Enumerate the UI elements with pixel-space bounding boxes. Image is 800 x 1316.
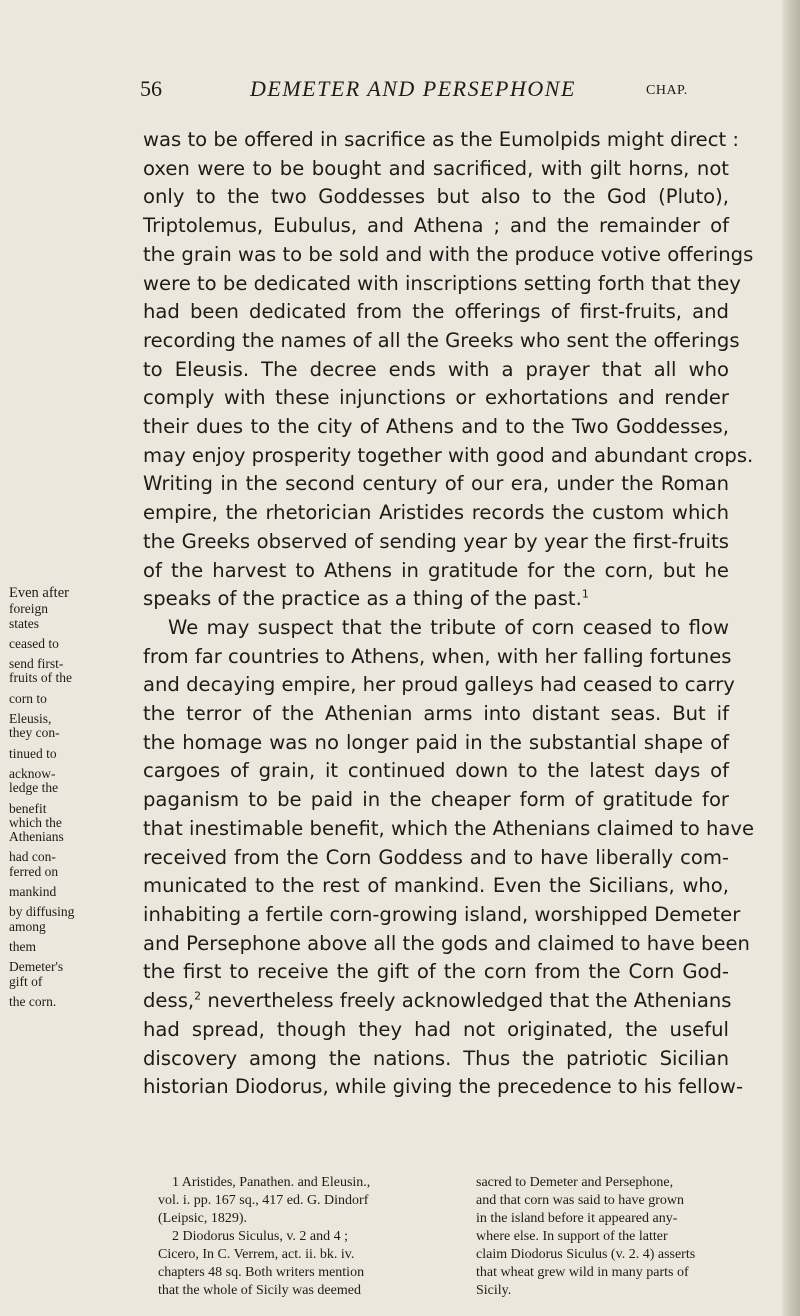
sidenote-line: ceased to: [9, 635, 59, 651]
body-line: discovery among the nations. Thus the patriotic Sicilian: [143, 1046, 729, 1070]
chapter-label: CHAP.: [646, 83, 688, 98]
body-line-text: nevertheless freely acknowledged that the Athenians: [201, 989, 732, 1013]
sidenote-line: Eleusis,: [9, 711, 52, 727]
sidenote-line: mankind: [9, 884, 57, 900]
footnote-line: vol. i. pp. 167 sq., 417 ed. G. Dindorf: [158, 1193, 369, 1208]
body-line: oxen were to be bought and sacrificed, with gilt horns, not: [143, 156, 729, 180]
sidenote-line: the corn.: [9, 993, 57, 1009]
sidenote-line: states: [9, 615, 39, 631]
body-line: of the harvest to Athens in gratitude for the corn, but he: [143, 558, 729, 582]
sidenote-line: gift of: [9, 973, 43, 989]
sidenote-line: foreign: [9, 601, 48, 617]
sidenote-line: they con-: [9, 725, 60, 741]
body-line: from far countries to Athens, when, with her falling fortunes: [143, 644, 732, 668]
sidenote-line: ferred on: [9, 863, 59, 879]
sidenote-line: among: [9, 918, 46, 934]
body-line: empire, the rhetorician Aristides records the custom which: [143, 501, 729, 525]
footnote-line: (Leipsic, 1829).: [158, 1211, 248, 1226]
footnote-line: that the whole of Sicily was deemed: [158, 1283, 361, 1298]
body-line: comply with these injunctions or exhortations and render: [143, 386, 729, 410]
marginal-sidenote: [9, 586, 95, 1009]
footnote-line: sacred to Demeter and Persephone,: [476, 1175, 674, 1190]
body-line: Writing in the second century of our era, under the Roman: [143, 472, 729, 496]
body-line: to Eleusis. The decree ends with a prayer that all who: [143, 357, 729, 381]
footnote-line: Cicero, In C. Verrem, act. ii. bk. iv.: [158, 1247, 355, 1262]
body-line: their dues to the city of Athens and to the Two Goddesses,: [143, 415, 729, 439]
sidenote-line: benefit: [9, 800, 47, 816]
footnote-line: Sicily.: [476, 1283, 512, 1298]
page-edge-shadow: [782, 0, 800, 1316]
body-line: had been dedicated from the offerings of first-fruits, and: [143, 300, 729, 324]
footnote-line: claim Diodorus Siculus (v. 2. 4) asserts: [476, 1247, 696, 1262]
body-line: the homage was no longer paid in the substantial shape of: [143, 730, 729, 754]
sidenote-line: send first-: [9, 656, 64, 672]
body-line-text: speaks of the practice as a thing of the past.: [143, 587, 582, 611]
sidenote-line: ledge the: [9, 780, 59, 796]
footnote-line: where else. In support of the latter: [476, 1229, 668, 1244]
body-line: and decaying empire, her proud galleys had ceased to carry: [143, 673, 735, 697]
body-line: and Persephone above all the gods and claimed to have been: [143, 931, 750, 955]
sidenote-line: them: [9, 938, 36, 954]
body-line-paragraph-start: We may suspect that the tribute of corn ceased to flow: [168, 615, 729, 639]
body-line: only to the two Goddesses but also to the God (Pluto),: [143, 185, 729, 209]
footnote-ref-1: 1: [581, 587, 589, 601]
body-line: recording the names of all the Greeks who sent the offerings: [143, 328, 740, 352]
running-header: [112, 76, 727, 106]
footnote-line: 2 Diodorus Siculus, v. 2 and 4 ;: [172, 1229, 349, 1244]
page-number: 56: [140, 76, 162, 101]
footnotes-right-column: [476, 1174, 748, 1300]
body-line: historian Diodorus, while giving the precedence to his fellow-: [143, 1075, 744, 1099]
body-line: that inestimable benefit, which the Athenians claimed to have: [143, 816, 755, 840]
footnote-line: chapters 48 sq. Both writers mention: [158, 1265, 365, 1280]
sidenote-line: tinued to: [9, 745, 57, 761]
body-line: received from the Corn Goddess and to have liberally com-: [143, 845, 729, 869]
footnote-line: in the island before it appeared any-: [476, 1211, 678, 1226]
body-line: inhabiting a fertile corn-growing island, worshipped Demeter: [143, 902, 741, 926]
sidenote-line: which the: [9, 814, 62, 830]
sidenote-line: Athenians: [9, 829, 64, 845]
body-line: municated to the rest of mankind. Even the Sicilians, who,: [143, 874, 729, 898]
body-line: was to be offered in sacrifice as the Eumolpids might direct :: [143, 128, 739, 151]
footnote-line: 1 Aristides, Panathen. and Eleusin.,: [172, 1175, 371, 1190]
sidenote-line: Even after: [9, 585, 69, 601]
running-title: DEMETER AND PERSEPHONE: [250, 76, 576, 101]
sidenote-line: by diffusing: [9, 904, 75, 920]
body-line: had spread, though they had not originated, the useful: [143, 1017, 729, 1041]
body-line: the first to receive the gift of the corn from the Corn God-: [143, 960, 729, 984]
body-line: Triptolemus, Eubulus, and Athena ; and the remainder of: [143, 214, 729, 238]
body-line: the grain was to be sold and with the produce votive offerings: [143, 242, 754, 266]
sidenote-line: corn to: [9, 690, 47, 706]
body-line: were to be dedicated with inscriptions setting forth that they: [143, 271, 741, 295]
body-line: may enjoy prosperity together with good and abundant crops.: [143, 443, 754, 467]
sidenote-line: had con-: [9, 849, 56, 865]
sidenote-line: acknow-: [9, 765, 56, 781]
footnote-line: and that corn was said to have grown: [476, 1193, 684, 1208]
footnote-line: that wheat grew wild in many parts of: [476, 1265, 689, 1280]
main-body-text: [143, 126, 755, 1102]
body-line-with-note: [143, 987, 732, 1016]
body-line: the terror of the Athenian arms into distant seas. But if: [143, 702, 729, 726]
body-line-text: dess,: [143, 989, 195, 1013]
body-line-with-note: [143, 585, 729, 614]
body-line: the Greeks observed of sending year by year the first-fruits: [143, 529, 729, 553]
footnotes-left-column: [158, 1174, 444, 1300]
body-line: paganism to be paid in the cheaper form of gratitude for: [143, 788, 729, 812]
footnote-ref-2: 2: [194, 989, 202, 1003]
sidenote-line: Demeter's: [9, 959, 64, 975]
sidenote-line: fruits of the: [9, 670, 72, 686]
body-line: cargoes of grain, it continued down to the latest days of: [143, 759, 729, 783]
